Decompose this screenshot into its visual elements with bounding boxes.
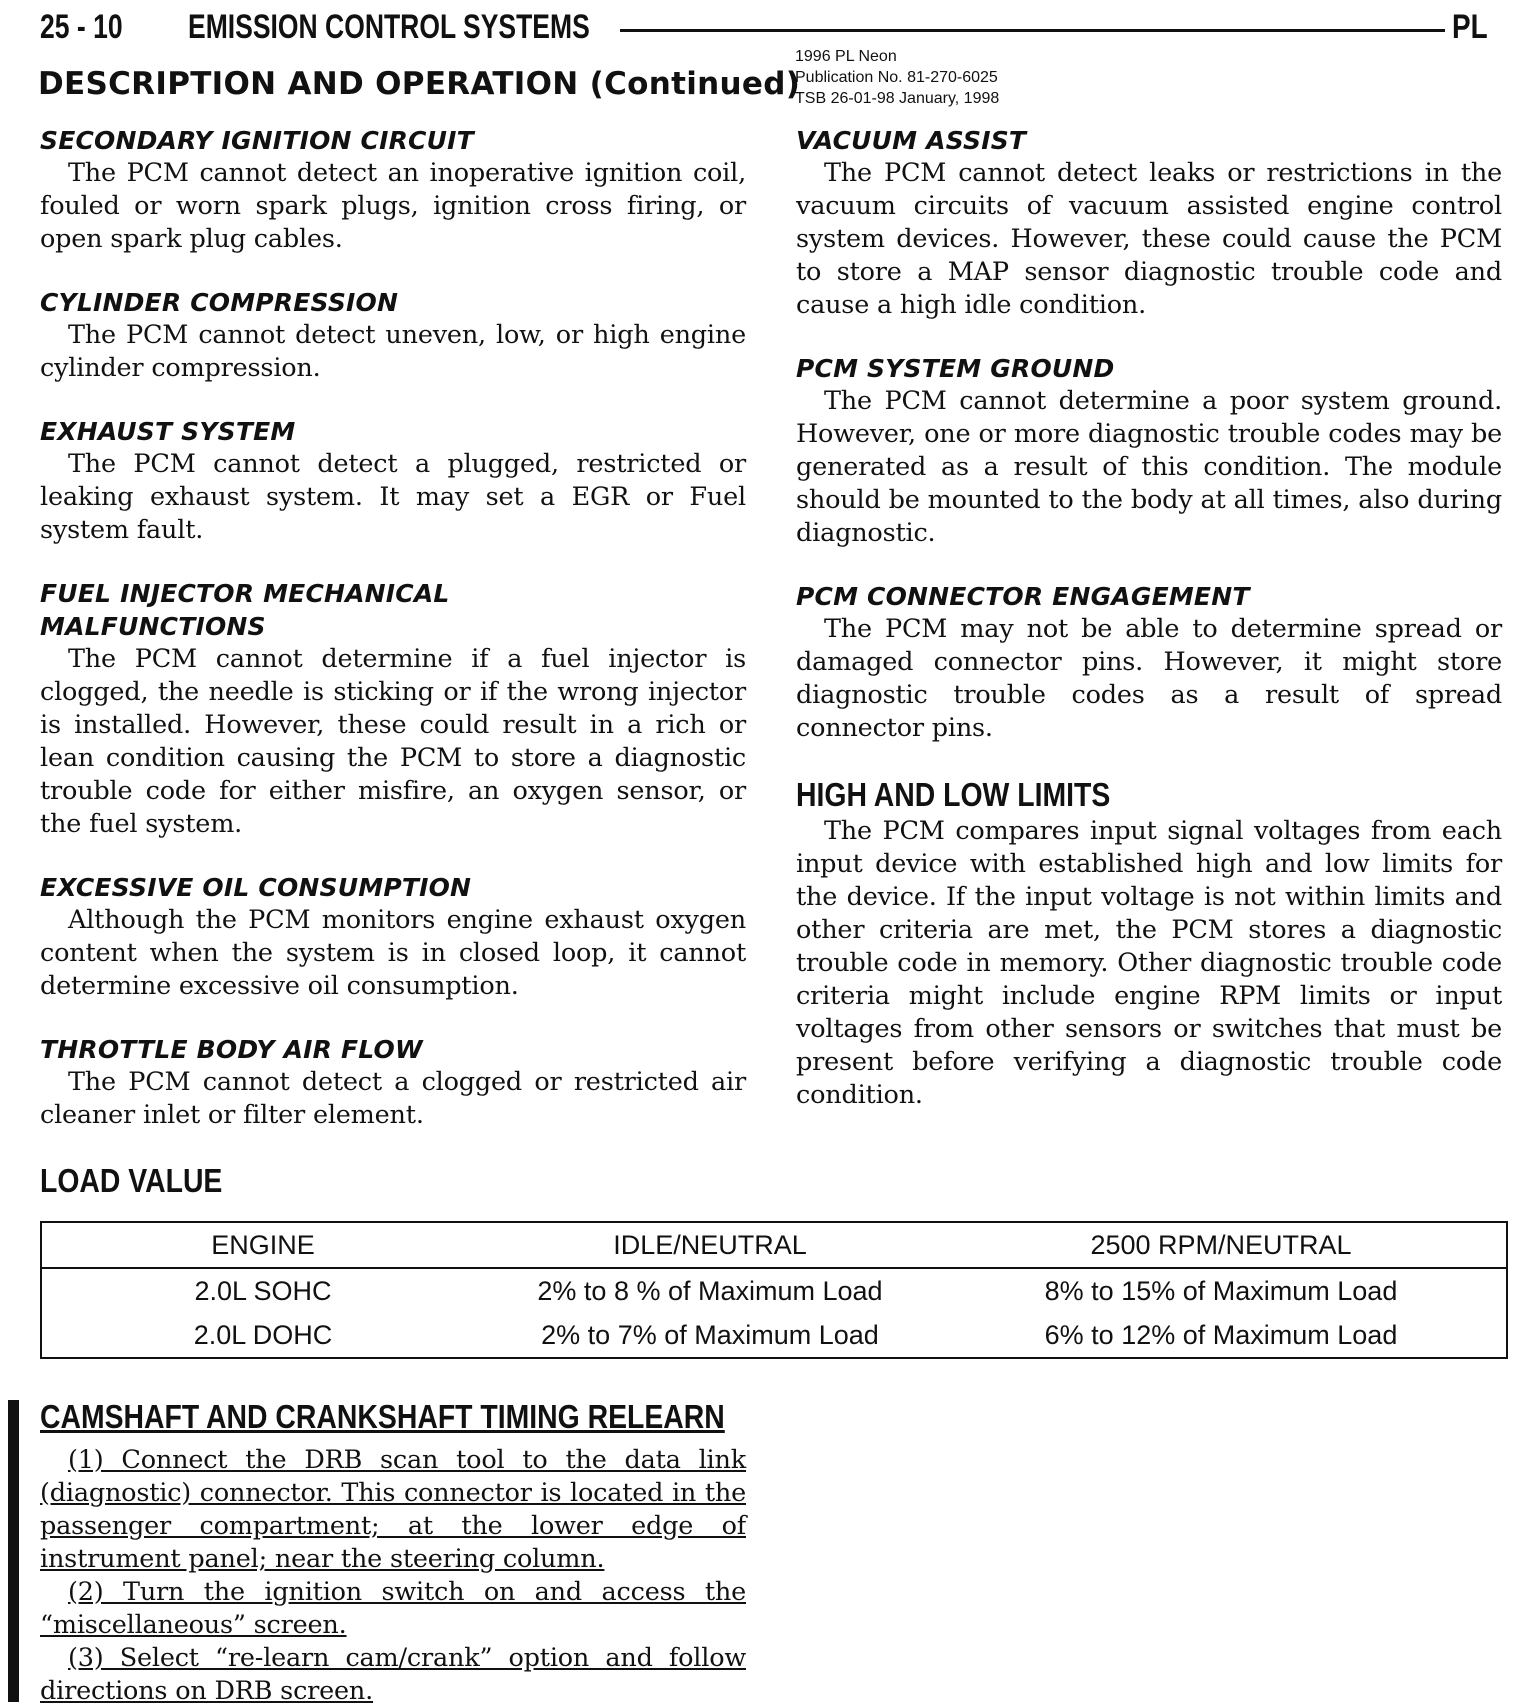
text-secondary-ignition: The PCM cannot detect an inoperative ignition coil, fouled or worn spark plugs, ignition cross firing, or open spark plug cables. [40, 158, 746, 254]
right-column [796, 124, 1502, 1142]
text-high-low-limits: The PCM compares input signal voltages from each input device with established high and low limits for the device. If the input voltage is not within limits and other criteria are met, the PCM stores a diagnostic trouble code in memory. Other diagnostic trouble code criteria might include engine RPM limits or input voltages from other sensors or switches that must be present before verifying a diagnostic trouble code condition. [796, 816, 1502, 1110]
text-throttle-body: The PCM cannot detect a clogged or restricted air cleaner inlet or filter element. [40, 1067, 746, 1130]
cell-2500: 6% to 12% of Maximum Load [1044, 1319, 1398, 1350]
heading-fuel-injector: FUEL INJECTOR MECHANICAL MALFUNCTIONS [40, 579, 450, 641]
text-fuel-injector: The PCM cannot determine if a fuel injector is clogged, the needle is sticking or if the wrong injector is installed. However, these could result in a rich or lean condition causing the PCM to store a diagnostic trouble code for either misfire, an oxygen sensor, or the fuel system. [40, 644, 746, 839]
table-row [41, 1313, 1507, 1358]
section-title: EMISSION CONTROL SYSTEMS [188, 8, 590, 46]
relearn-step-1: (1) Connect the DRB scan tool to the data link (diagnostic) connector. This connector is located in the passenger compartment; at the lower edge of instrument panel; near the steering column. [40, 1445, 746, 1574]
relearn-heading: CAMSHAFT AND CRANKSHAFT TIMING RELEARN [40, 1398, 725, 1435]
cell-idle: 2% to 7% of Maximum Load [541, 1319, 879, 1350]
heading-high-low-limits: HIGH AND LOW LIMITS [796, 776, 1111, 813]
page-number: 25 - 10 [40, 8, 123, 46]
continued-heading: DESCRIPTION AND OPERATION (Continued) [38, 66, 801, 102]
heading-exhaust-system: EXHAUST SYSTEM [40, 417, 296, 446]
col-engine: ENGINE [41, 1222, 484, 1268]
heading-oil-consumption: EXCESSIVE OIL CONSUMPTION [40, 873, 472, 902]
heading-throttle-body: THROTTLE BODY AIR FLOW [40, 1035, 423, 1064]
heading-secondary-ignition: SECONDARY IGNITION CIRCUIT [40, 126, 474, 155]
relearn-step-3: (3) Select “re-learn cam/crank” option and follow directions on DRB screen. [40, 1643, 746, 1706]
text-exhaust-system: The PCM cannot detect a plugged, restricted or leaking exhaust system. It may set a EGR or Fuel system fault. [40, 449, 746, 545]
header-rule [620, 29, 1445, 32]
load-value-heading: LOAD VALUE [40, 1162, 223, 1199]
pub-line-1: 1996 PL Neon [795, 48, 897, 65]
col-2500-rpm: 2500 RPM/NEUTRAL [936, 1222, 1507, 1268]
cell-2500: 8% to 15% of Maximum Load [1044, 1275, 1398, 1306]
table-header-row [41, 1222, 1507, 1268]
text-pcm-connector: The PCM may not be able to determine spread or damaged connector pins. However, it might store diagnostic trouble codes as a result of spread connector pins. [796, 614, 1502, 743]
cell-engine: 2.0L DOHC [193, 1319, 333, 1350]
text-oil-consumption: Although the PCM monitors engine exhaust oxygen content when the system is in closed loop, it cannot determine excessive oil consumption. [40, 905, 746, 1001]
relearn-steps [40, 1444, 746, 1708]
table-row [41, 1268, 1507, 1313]
text-vacuum-assist: The PCM cannot detect leaks or restrictions in the vacuum circuits of vacuum assisted engine control system devices. However, these could cause the PCM to store a MAP sensor diagnostic trouble code and cause a high idle condition. [796, 158, 1502, 320]
relearn-step-2: (2) Turn the ignition switch on and access the “miscellaneous” screen. [40, 1577, 746, 1640]
pub-line-2: Publication No. 81-270-6025 [795, 69, 998, 86]
heading-pcm-connector: PCM CONNECTOR ENGAGEMENT [796, 582, 1250, 611]
left-column [40, 124, 746, 1162]
cell-idle: 2% to 8 % of Maximum Load [537, 1275, 883, 1306]
text-pcm-ground: The PCM cannot determine a poor system ground. However, one or more diagnostic trouble codes may be generated as a result of this condition. The module should be mounted to the body at all times, also during diagnostic. [796, 386, 1502, 548]
pub-line-3: TSB 26-01-98 January, 1998 [795, 90, 1000, 107]
load-value-table [40, 1221, 1508, 1359]
text-cylinder-compression: The PCM cannot detect uneven, low, or high engine cylinder compression. [40, 320, 746, 383]
heading-pcm-ground: PCM SYSTEM GROUND [796, 354, 1115, 383]
publication-info [795, 46, 999, 109]
heading-vacuum-assist: VACUUM ASSIST [796, 126, 1027, 155]
heading-cylinder-compression: CYLINDER COMPRESSION [40, 288, 399, 317]
model-code: PL [1452, 8, 1488, 46]
cell-engine: 2.0L SOHC [194, 1275, 332, 1306]
revision-bar [8, 1400, 19, 1702]
col-idle-neutral: IDLE/NEUTRAL [484, 1222, 936, 1268]
